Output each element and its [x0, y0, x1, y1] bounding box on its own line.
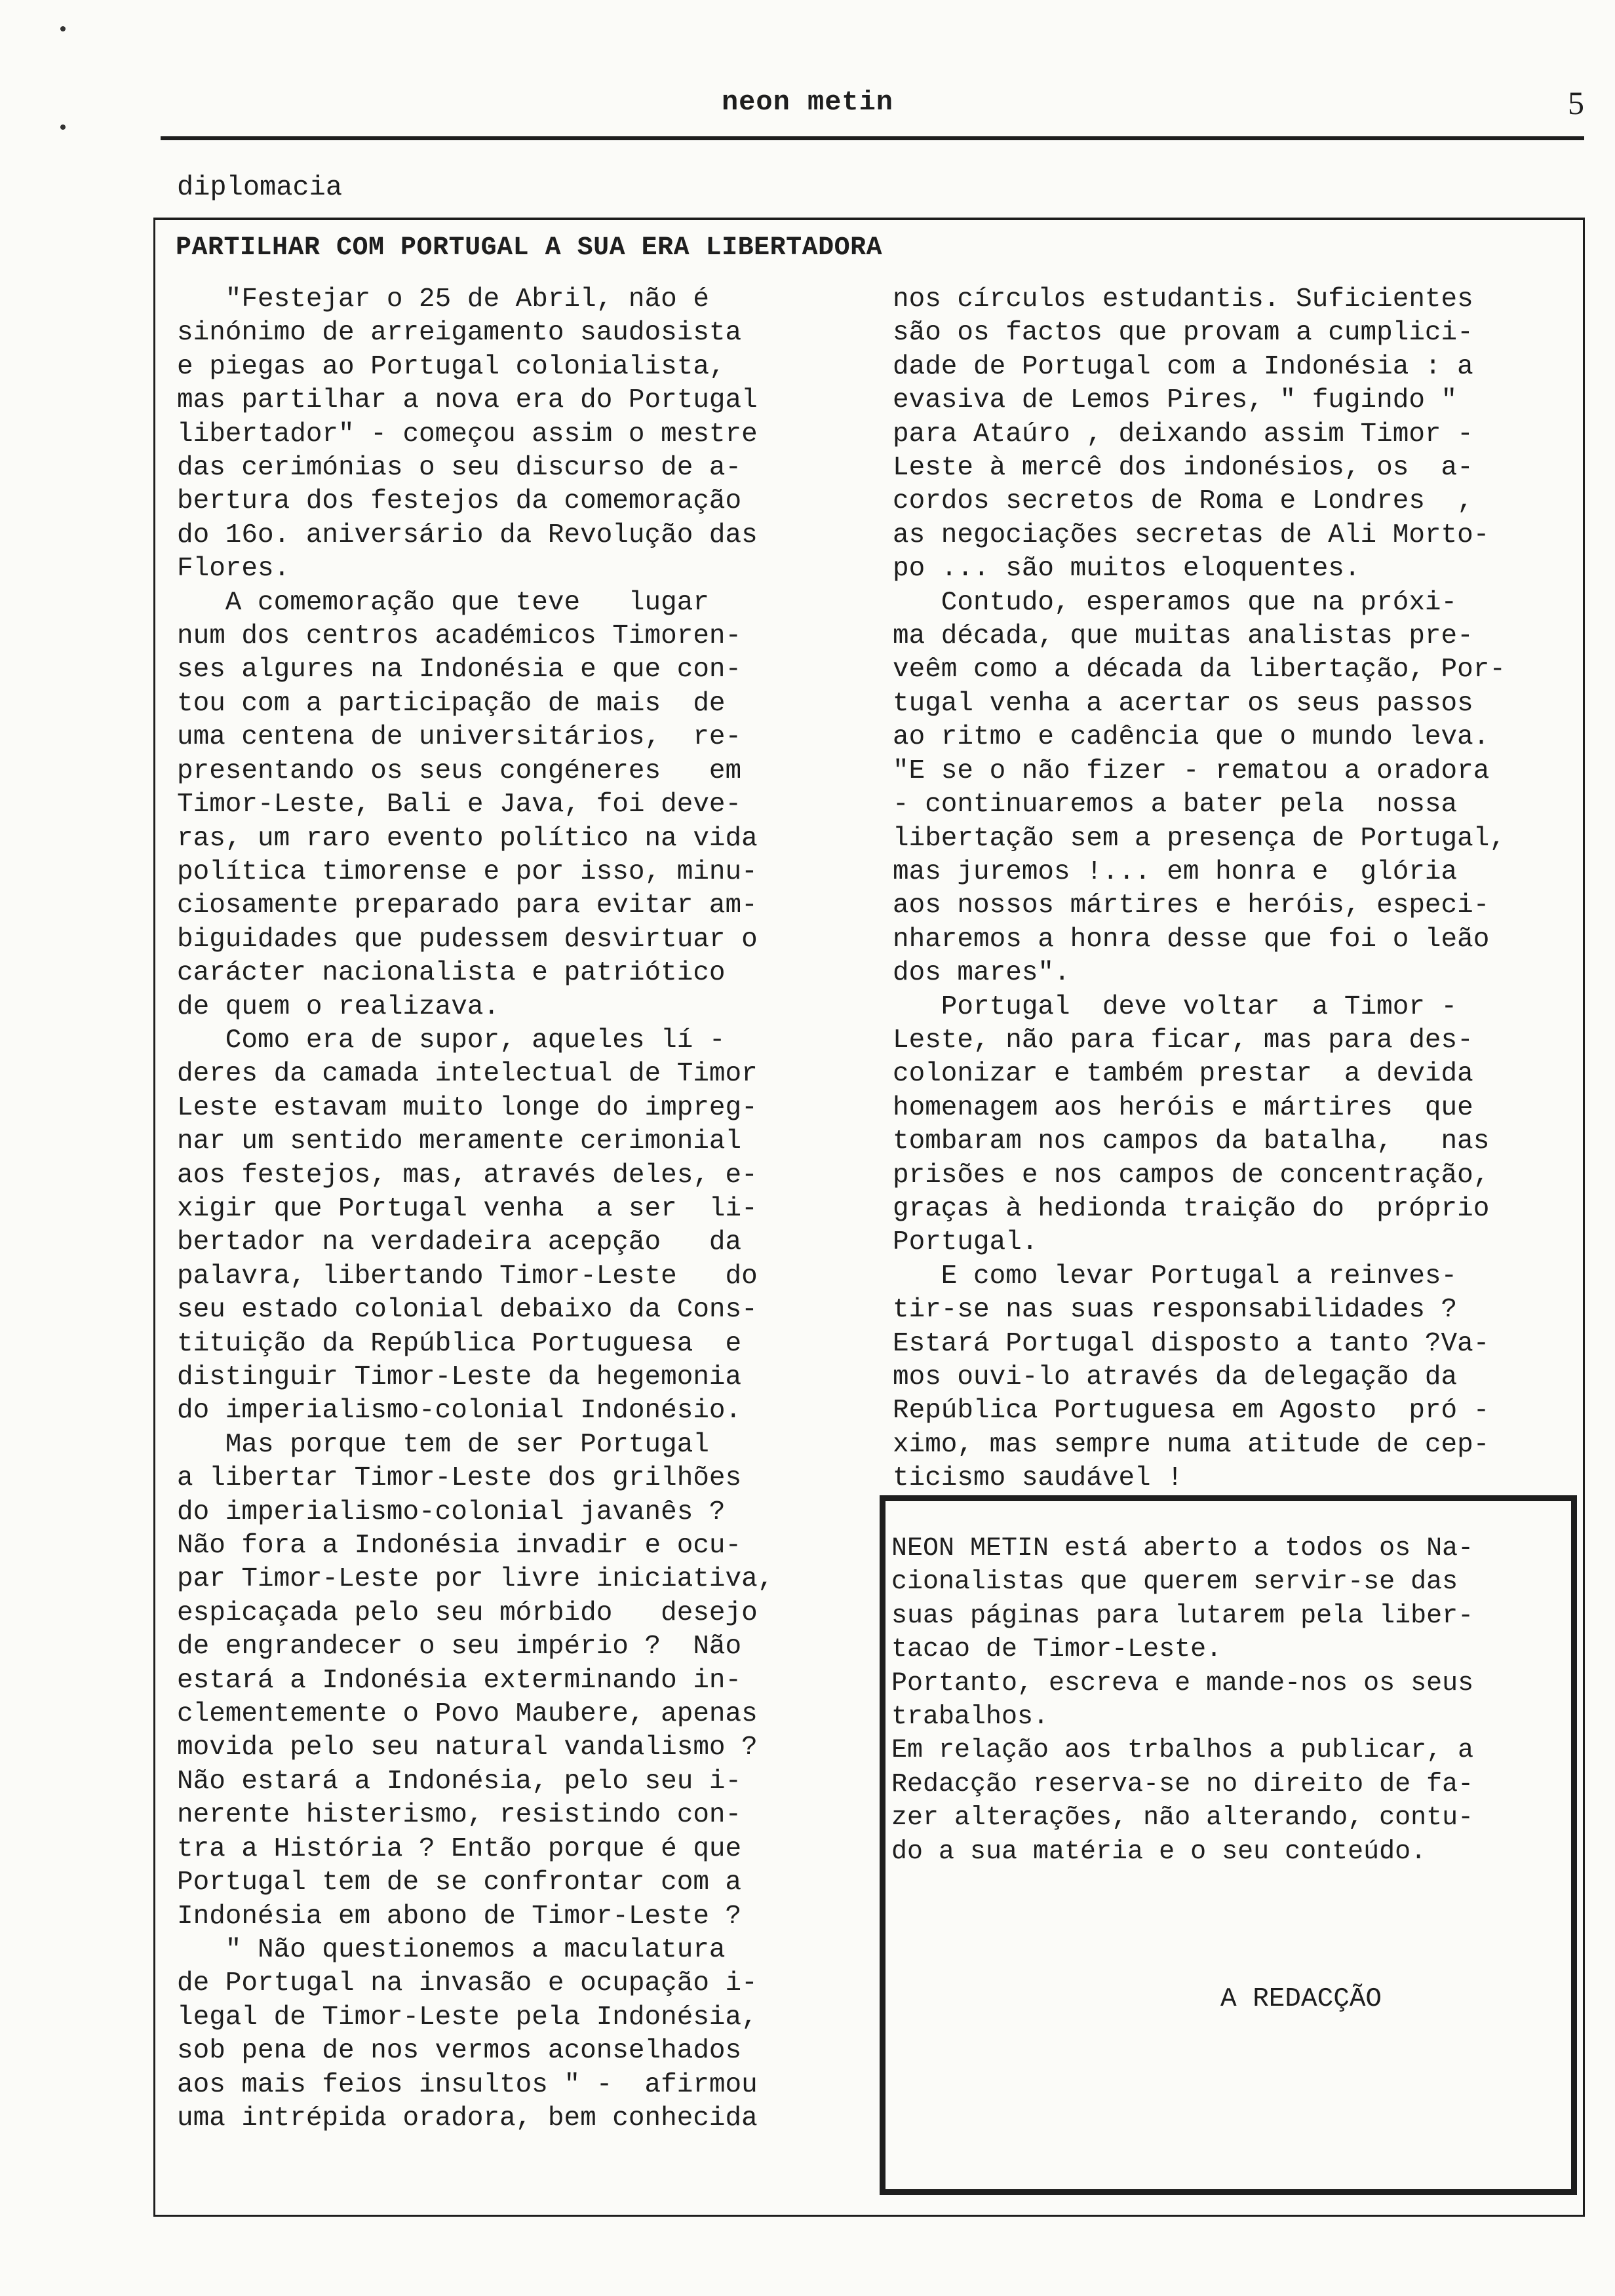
scan-speck	[60, 124, 66, 130]
publication-title: neon metin	[721, 86, 894, 118]
header-rule	[161, 136, 1584, 140]
article-right-column: nos círculos estudantis. Suficientes são os factos que provam a cumplici- dade de Portugal com a Indonésia : a evasiva de Lemos Pires, " fugindo " para Ataúro , deixando assim Timor - Leste à mercê dos indonésios, os a- cordos secretos de Roma e Londres , as negociações secretas de Ali Morto- po ... são muitos eloquentes. Contudo, esperamos que na próxi- ma década, que muitas analistas pre- veêm como a década da libertação, Por- tugal venha a acertar os seus passos ao ritmo e cadência que o mundo leva. "E se o não fizer - rematou a oradora - continuaremos a bater pela nossa libertação sem a presença de Portugal, mas juremos !... em honra e glória aos nossos mártires e heróis, especi- nharemos a honra desse que foi o leão dos mares". Portugal deve voltar a Timor - Leste, não para ficar, mas para des- colonizar e também prestar a devida homenagem aos heróis e mártires que tombaram nos campos da batalha, nas prisões e nos campos de concentração, graças à hedionda traição do próprio Portugal. E como levar Portugal a reinves- tir-se nas suas responsabilidades ? Estará Portugal disposto a tanto ?Va- mos ouvi-lo através da delegação da República Portuguesa em Agosto pró - ximo, mas sempre numa atitude de cep- ticismo saudável !	[893, 284, 1506, 1494]
article-left-column: "Festejar o 25 de Abril, não é sinónimo de arreigamento saudosista e piegas ao Portugal colonialista, mas partilhar a nova era do Portugal libertador" - começou assim o mestre das cerimónias o seu discurso de a- bertura dos festejos da comemoração do 16o. aniversário da Revolução das Flores. A comemoração que teve lugar num dos centros académicos Timoren- ses algures na Indonésia e que con- tou com a participação de mais de uma centena de universitários, re- presentando os seus congéneres em Timor-Leste, Bali e Java, foi deve- ras, um raro evento político na vida política timorense e por isso, minu- ciosamente preparado para evitar am- biguidades que pudessem desvirtuar o carácter nacionalista e patriótico de quem o realizava. Como era de supor, aqueles lí - deres da camada intelectual de Timor Leste estavam muito longe do impreg- nar um sentido meramente cerimonial aos festejos, mas, através deles, e- xigir que Portugal venha a ser li- bertador na verdadeira acepção da palavra, libertando Timor-Leste do seu estado colonial debaixo da Cons- tituição da República Portuguesa e distinguir Timor-Leste da hegemonia do imperialismo-colonial Indonésio. Mas porque tem de ser Portugal a libertar Timor-Leste dos grilhões do imperialismo-colonial javanês ? Não fora a Indonésia invadir e ocu- par Timor-Leste por livre iniciativa, espicaçada pelo seu mórbido desejo de engrandecer o seu império ? Não estará a Indonésia exterminando in- clementemente o Povo Maubere, apenas movida pelo seu natural vandalismo ? Não estará a Indonésia, pelo seu i- nerente histerismo, resistindo con- tra a História ? Então porque é que Portugal tem de se confrontar com a Indonésia em abono de Timor-Leste ? " Não questionemos a maculatura de Portugal na invasão e ocupação i- legal de Timor-Leste pela Indonésia, sob pena de nos vermos aconselhados aos mais feios insultos " - afirmou uma intrépida oradora, bem conhecida	[177, 284, 774, 2133]
article-title: PARTILHAR COM PORTUGAL A SUA ERA LIBERTADORA	[176, 233, 883, 263]
editorial-signature: A REDACÇÃO	[1220, 1984, 1382, 2014]
section-label: diplomacia	[177, 172, 343, 203]
scan-speck	[60, 26, 66, 31]
notice-text: NEON METIN está aberto a todos os Na- cionalistas que querem servir-se das suas páginas para lutarem pela liber- tacao de Timor-Leste. Portanto, escreva e mande-nos os seus trabalhos. Em relação aos trbalhos a publicar, a Redacção reserva-se no direito de fa- zer alterações, não alterando, contu- do a sua matéria e o seu conteúdo.	[891, 1534, 1474, 1867]
page-number: 5	[1568, 85, 1584, 121]
